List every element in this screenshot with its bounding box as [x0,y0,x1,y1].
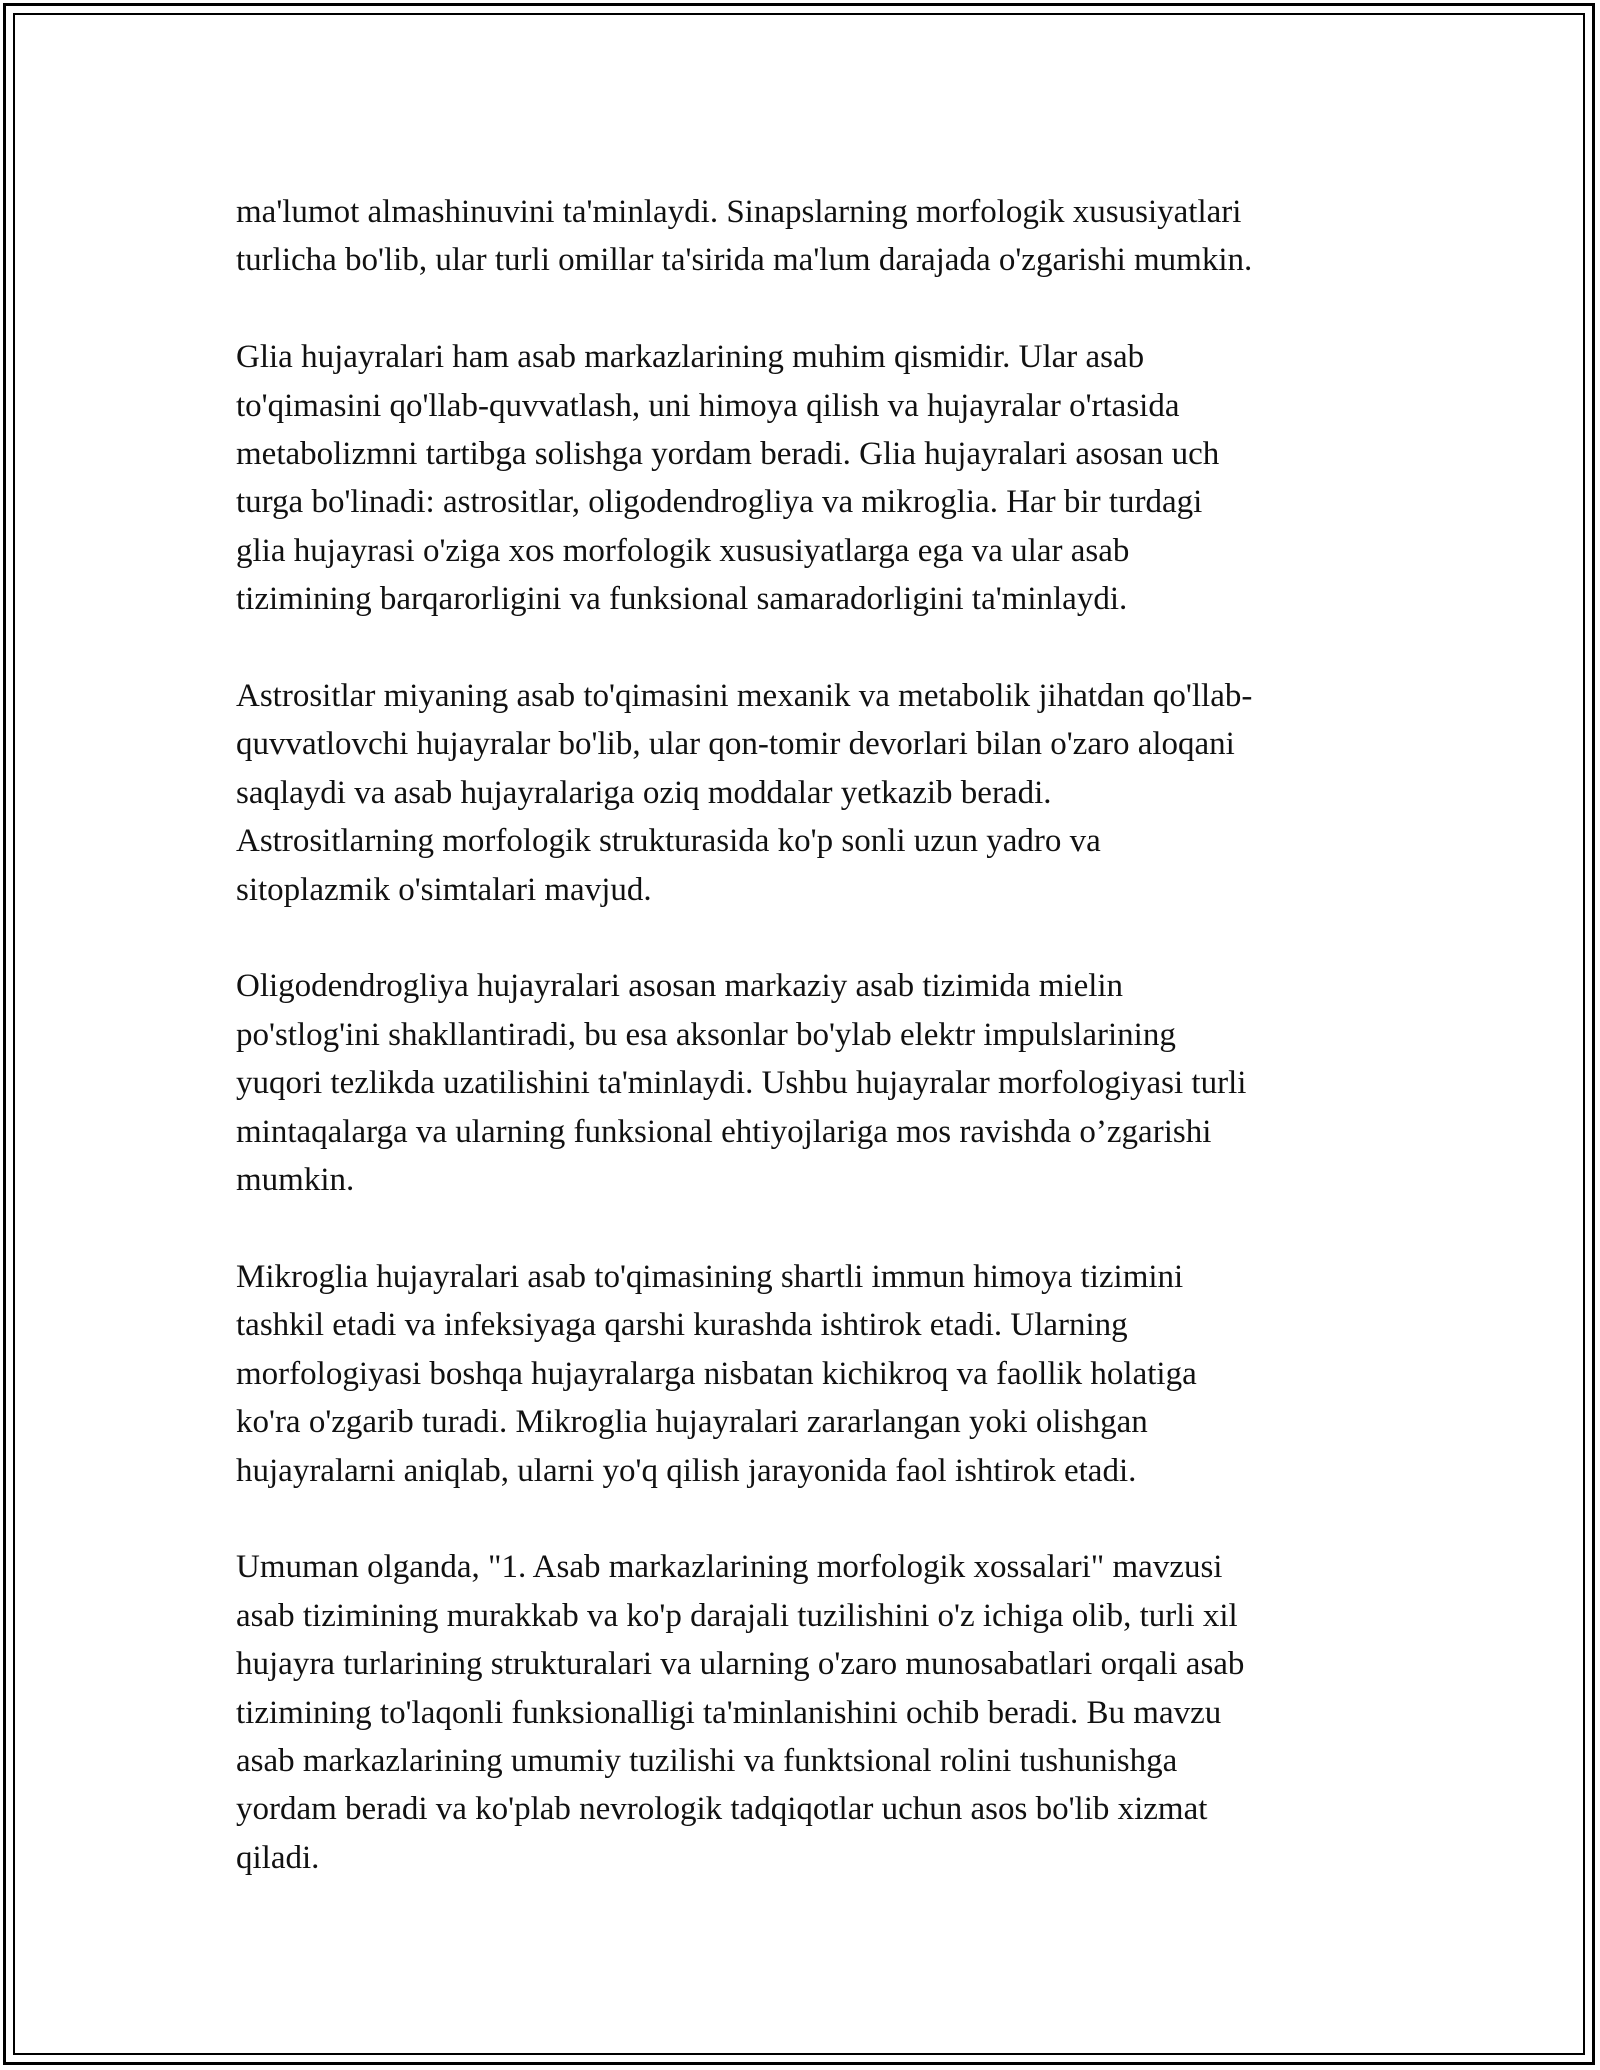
paragraph-oligodendroglia [236,962,1376,1204]
text-line: mintaqalarga va ularning funksional ehtiyojlariga mos ravishda o’zgarishi [236,1113,1212,1150]
text-line: ko'ra o'zgarib turadi. Mikroglia hujayralari zararlangan yoki olishgan [236,1404,1148,1441]
text-line: yordam beradi va ko'plab nevrologik tadqiqotlar uchun asos bo'lib xizmat [236,1791,1208,1828]
document-body [236,188,1376,1931]
text-line: asab tizimining murakkab va ko'p darajali tuzilishini o'z ichiga olib, turli xil [236,1597,1238,1634]
text-line: Mikroglia hujayralari asab to'qimasining shartli immun himoya tizimini [236,1258,1184,1295]
text-line: Glia hujayralari ham asab markazlarining muhim qismidir. Ular asab [236,339,1145,376]
text-line: hujayra turlarining strukturalari va ularning o'zaro munosabatlari orqali asab [236,1646,1245,1683]
text-line: saqlaydi va asab hujayralariga oziq moddalar yetkazib beradi. [236,774,1052,811]
text-line: qiladi. [236,1839,320,1876]
text-line: turlicha bo'lib, ular turli omillar ta'sirida ma'lum darajada o'zgarishi mumkin. [236,242,1253,279]
text-line: metabolizmni tartibga solishga yordam beradi. Glia hujayralari asosan uch [236,436,1220,473]
text-line: tizimining barqarorligini va funksional samaradorligini ta'minlaydi. [236,581,1128,618]
text-line: yuqori tezlikda uzatilishini ta'minlaydi. Ushbu hujayralar morfologiyasi turli [236,1065,1247,1102]
text-line: asab markazlarining umumiy tuzilishi va funktsional rolini tushunishga [236,1742,1178,1779]
paragraph-glia [236,333,1376,623]
text-line: glia hujayrasi o'ziga xos morfologik xususiyatlarga ega va ular asab [236,532,1130,569]
text-line: morfologiyasi boshqa hujayralarga nisbatan kichikroq va faollik holatiga [236,1355,1197,1392]
text-line: quvvatlovchi hujayralar bo'lib, ular qon-tomir devorlari bilan o'zaro aloqani [236,726,1235,763]
text-line: tashkil etadi va infeksiyaga qarshi kurashda ishtirok etadi. Ularning [236,1307,1128,1344]
text-line: Astrositlar miyaning asab to'qimasini mexanik va metabolik jihatdan qo'llab- [236,678,1253,715]
text-line: to'qimasini qo'llab-quvvatlash, uni himoya qilish va hujayralar o'rtasida [236,387,1180,424]
text-line: ma'lumot almashinuvini ta'minlaydi. Sinapslarning morfologik xususiyatlari [236,194,1242,230]
paragraph-conclusion [236,1543,1376,1882]
text-line: mumkin. [236,1162,355,1199]
text-line: Umuman olganda, "1. Asab markazlarining morfologik xossalari" mavzusi [236,1549,1223,1586]
text-line: hujayralarni aniqlab, ularni yo'q qilish jarayonida faol ishtirok etadi. [236,1452,1137,1489]
text-line: sitoplazmik o'simtalari mavjud. [236,871,652,908]
text-line: po'stlog'ini shakllantiradi, bu esa aksonlar bo'ylab elektr impulslarining [236,1016,1176,1053]
text-line: tizimining to'laqonli funksionalligi ta'minlanishini ochib beradi. Bu mavzu [236,1694,1222,1731]
text-line: Oligodendrogliya hujayralari asosan markaziy asab tizimida mielin [236,968,1124,1005]
text-line: turga bo'linadi: astrositlar, oligodendrogliya va mikroglia. Har bir turdagi [236,484,1203,521]
paragraph-astrocytes [236,672,1376,914]
paragraph-synapses [236,188,1376,285]
text-line: Astrositlarning morfologik strukturasida ko'p sonli uzun yadro va [236,823,1101,860]
paragraph-microglia [236,1253,1376,1495]
